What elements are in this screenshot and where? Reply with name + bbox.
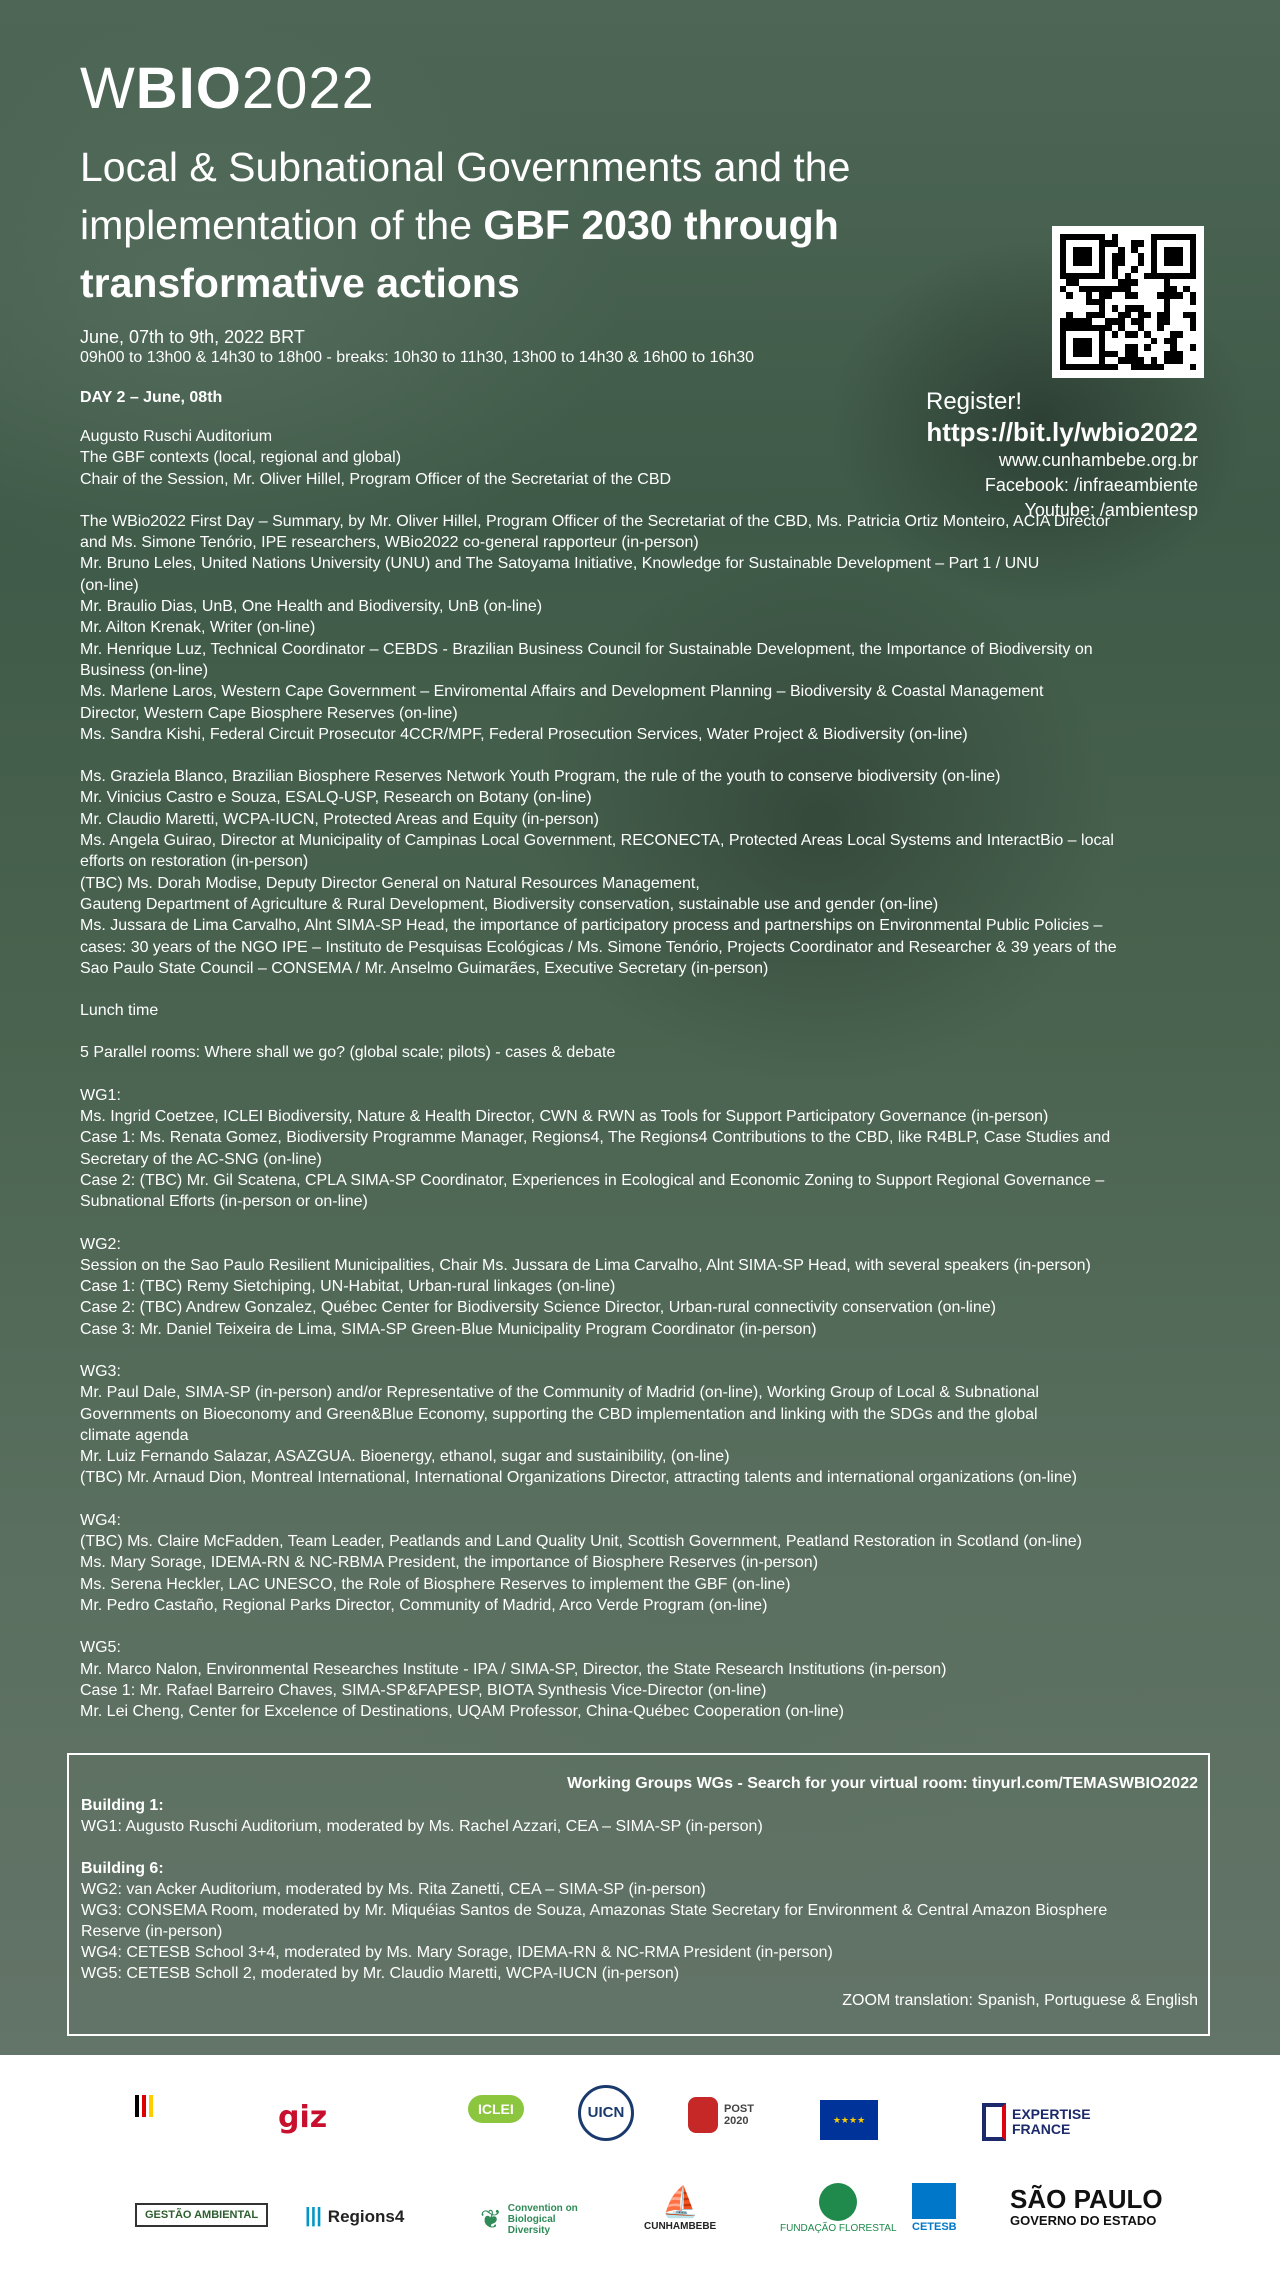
cunhambebe-logo: ⛵ CUNHAMBEBE	[644, 2186, 717, 2232]
program-line: (TBC) Mr. Arnaud Dion, Montreal International, International Organizations Director, attracting talents and international organizations (on-line)	[80, 1469, 1077, 1487]
room-line: WG5: CETESB Scholl 2, moderated by Mr. Claudio Maretti, WCPA-IUCN (in-person)	[81, 1965, 680, 1982]
program-line: Mr. Luiz Fernando Salazar, ASAZGUA. Bioenergy, ethanol, sugar and sustainibility, (on-line)	[80, 1448, 730, 1466]
program-line: The GBF contexts (local, regional and global)	[80, 449, 402, 467]
program-line: Session on the Sao Paulo Resilient Municipalities, Chair Ms. Jussara de Lima Carvalho, Alnt SIMA-SP Head, with several speakers (in-person)	[80, 1256, 1091, 1274]
program-line: Case 1: Ms. Renata Gomez, Biodiversity Programme Manager, Regions4, The Regions4 Contributions to the CBD, like R4BLP, Case Studies and	[80, 1129, 1111, 1147]
program-line: Ms. Sandra Kishi, Federal Circuit Prosecutor 4CCR/MPF, Federal Prosecution Services, Water Project & Biodiversity (on-line)	[80, 725, 968, 743]
program-line: Case 3: Mr. Daniel Teixeira de Lima, SIMA-SP Green-Blue Municipality Program Coordinator (in-person)	[80, 1320, 817, 1338]
program-line: Ms. Marlene Laros, Western Cape Government – Enviromental Affairs and Development Planning – Biodiversity & Coastal Management	[80, 683, 1044, 701]
program-line: WG3:	[80, 1362, 121, 1380]
program-line: Case 1: Mr. Rafael Barreiro Chaves, SIMA-SP&FAPESP, BIOTA Synthesis Vice-Director (on-line)	[80, 1681, 767, 1699]
iclei-logo: ICLEI	[468, 2095, 524, 2123]
program-line: Business (on-line)	[80, 661, 209, 679]
uicn-logo: UICN	[578, 2085, 634, 2141]
day-title: DAY 2 – June, 08th	[80, 389, 223, 406]
program-line: Mr. Braulio Dias, UnB, One Health and Biodiversity, UnB (on-line)	[80, 598, 543, 616]
program-line: Mr. Bruno Leles, United Nations University (UNU) and The Satoyama Initiative, Knowledge for Sustainable Development – Part 1 / UNU	[80, 555, 1040, 573]
eu-logo: ★★★★	[820, 2100, 878, 2140]
cbd-logo: ❦ Convention on Biological Diversity	[480, 2203, 578, 2236]
qr-code[interactable]	[1052, 226, 1204, 378]
rooms-heading: Working Groups WGs - Search for your virtual room: tinyurl.com/TEMASWBIO2022	[567, 1775, 1198, 1792]
facebook-link[interactable]: Facebook: /infraeambiente	[984, 475, 1198, 495]
event-dates: June, 07th to 9th, 2022 BRT	[80, 327, 305, 347]
program-line: Augusto Ruschi Auditorium	[80, 428, 273, 445]
program-line: The WBio2022 First Day – Summary, by Mr. Oliver Hillel, Program Officer of the Secretariat of the CBD, Ms. Patricia Ortiz Monteiro, ACIA Director	[80, 512, 1110, 530]
program-line: Ms. Angela Guirao, Director at Municipality of Campinas Local Government, RECONECTA, Protected Areas Local Systems and InteractBio – local	[80, 832, 1114, 850]
building6-title: Building 6:	[81, 1860, 164, 1877]
program-line: Ms. Ingrid Coetzee, ICLEI Biodiversity, Nature & Health Director, CWN & RWN as Tools for Support Participatory Governance (in-person)	[80, 1108, 1049, 1126]
building1-title: Building 1:	[81, 1797, 164, 1814]
register-label: Register!	[926, 388, 1023, 415]
program-line: efforts on restoration (in-person)	[80, 853, 309, 871]
program-line: Mr. Pedro Castaño, Regional Parks Director, Community of Madrid, Arco Verde Program (on-line)	[80, 1596, 768, 1614]
program-line: Mr. Vinicius Castro e Souza, ESALQ-USP, Research on Botany (on-line)	[80, 789, 592, 807]
program-line: Ms. Serena Heckler, LAC UNESCO, the Role of Biosphere Reserves to implement the GBF (on-line)	[80, 1575, 791, 1593]
program-line: Mr. Ailton Krenak, Writer (on-line)	[80, 619, 316, 637]
sponsor-strip	[0, 2055, 1280, 2276]
program-line: Director, Western Cape Biosphere Reserves (on-line)	[80, 704, 458, 722]
program-line: Chair of the Session, Mr. Oliver Hillel, Program Officer of the Secretariat of the CBD	[80, 470, 672, 488]
program-line: Ms. Graziela Blanco, Brazilian Biosphere Reserves Network Youth Program, the rule of the youth to conserve biodiversity (on-line)	[80, 768, 1001, 786]
program-line: Case 2: (TBC) Andrew Gonzalez, Québec Center for Biodiversity Science Director, Urban-rural connectivity conservation (on-line)	[80, 1299, 996, 1317]
qr-module	[1190, 364, 1196, 370]
program-line: Subnational Efforts (in-person or on-line)	[80, 1193, 368, 1211]
headline: Local & Subnational Governments and the implementation of the GBF 2030 through transformative actions	[80, 144, 851, 306]
room-line: WG4: CETESB School 3+4, moderated by Ms. Mary Sorage, IDEMA-RN & NC-RMA President (in-person)	[81, 1944, 833, 1961]
program-line: WG4:	[80, 1511, 121, 1529]
gestao-ambiental-logo: GESTÃO AMBIENTAL	[135, 2203, 268, 2227]
program-line: Secretary of the AC-SNG (on-line)	[80, 1150, 322, 1168]
event-logo: WBIO2022	[80, 56, 375, 121]
bmu-logo	[135, 2095, 230, 2155]
program-line: Ms. Jussara de Lima Carvalho, Alnt SIMA-SP Head, the importance of participatory process and partnerships on Environmental Public Policies –	[80, 917, 1103, 935]
program-line: Mr. Paul Dale, SIMA-SP (in-person) and/or Representative of the Community of Madrid (on-line), Working Group of Local & Subnational	[80, 1384, 1039, 1402]
regions4-logo: ||| Regions4	[305, 2205, 405, 2227]
program-line: Case 1: (TBC) Remy Sietchiping, UN-Habitat, Urban-rural linkages (on-line)	[80, 1278, 616, 1296]
program-line: (TBC) Ms. Dorah Modise, Deputy Director General on Natural Resources Management,	[80, 874, 700, 892]
translation-note: ZOOM translation: Spanish, Portuguese & English	[842, 1992, 1198, 2009]
program-line: and Ms. Simone Tenório, IPE researchers, WBio2022 co-general rapporteur (in-person)	[80, 534, 699, 552]
room-line: WG2: van Acker Auditorium, moderated by Ms. Rita Zanetti, CEA – SIMA-SP (in-person)	[81, 1881, 706, 1898]
rooms-box	[67, 1753, 1210, 2036]
giz-logo: giz	[278, 2100, 328, 2135]
program-line: Governments on Bioeconomy and Green&Blue Economy, supporting the CBD implementation and linking with the SDGs and the global	[80, 1405, 1038, 1423]
room-line: Reserve (in-person)	[81, 1923, 223, 1940]
program-line: (on-line)	[80, 576, 139, 594]
program-line: Mr. Lei Cheng, Center for Excelence of Destinations, UQAM Professor, China-Québec Cooperation (on-line)	[80, 1703, 844, 1721]
building6-list	[81, 1879, 1198, 1984]
program-line: WG5:	[80, 1639, 121, 1657]
program-line: Gauteng Department of Agriculture & Rural Development, Biodiversity conservation, sustainable use and gender (on-line)	[80, 895, 939, 913]
fundacao-florestal-logo: FUNDAÇÃO FLORESTAL	[780, 2183, 897, 2234]
event-hours: 09h00 to 13h00 & 14h30 to 18h00 - breaks: 10h30 to 11h30, 13h00 to 14h30 & 16h00 to 16h30	[80, 349, 755, 366]
program-line: Lunch time	[80, 1002, 159, 1020]
program-line: Mr. Marco Nalon, Environmental Researches Institute - IPA / SIMA-SP, Director, the State Research Institutions (in-person)	[80, 1660, 947, 1678]
post2020-logo: POST 2020	[688, 2097, 768, 2133]
room-line: WG1: Augusto Ruschi Auditorium, moderated by Ms. Rachel Azzari, CEA – SIMA-SP (in-person)	[81, 1818, 763, 1835]
cetesb-logo: CETESB	[912, 2183, 957, 2233]
program-line: (TBC) Ms. Claire McFadden, Team Leader, Peatlands and Land Quality Unit, Scottish Government, Peatland Restoration in Scotland (on-line)	[80, 1533, 1082, 1551]
expertise-france-logo: EXPERTISE FRANCE	[982, 2103, 1107, 2141]
register-link[interactable]: https://bit.ly/wbio2022	[926, 417, 1198, 447]
program-line: Case 2: (TBC) Mr. Gil Scatena, CPLA SIMA-SP Coordinator, Experiences in Ecological and Economic Zoning to Support Regional Governance –	[80, 1171, 1105, 1189]
program-line: climate agenda	[80, 1426, 189, 1444]
program-line: WG2:	[80, 1235, 121, 1253]
sao-paulo-logo: SÃO PAULO GOVERNO DO ESTADO	[1010, 2184, 1163, 2228]
program-line: Sao Paulo State Council – CONSEMA / Mr. Anselmo Guimarães, Executive Secretary (in-person)	[80, 959, 769, 977]
room-line: WG3: CONSEMA Room, moderated by Mr. Miquéias Santos de Souza, Amazonas State Secretary for Environment & Central Amazon Biosphere	[81, 1902, 1108, 1919]
program-list	[80, 426, 1205, 1722]
program-line: Mr. Henrique Luz, Technical Coordinator – CEBDS - Brazilian Business Council for Sustainable Development, the Importance of Biodiversity on	[80, 640, 1093, 658]
program-line: Ms. Mary Sorage, IDEMA-RN & NC-RBMA President, the importance of Biosphere Reserves (in-person)	[80, 1554, 819, 1572]
youtube-link[interactable]: Youtube: /ambientesp	[1024, 500, 1198, 520]
website-link[interactable]: www.cunhambebe.org.br	[998, 450, 1198, 470]
building1-list	[81, 1816, 1198, 1837]
program-line: cases: 30 years of the NGO IPE – Instituto de Pesquisas Ecológicas / Ms. Simone Tenório, Projects Coordinator and Researcher & 39 years of the	[80, 938, 1117, 956]
program-line: 5 Parallel rooms: Where shall we go? (global scale; pilots) - cases & debate	[80, 1044, 616, 1062]
register-panel	[798, 226, 1198, 523]
program-line: WG1:	[80, 1086, 121, 1104]
program-line: Mr. Claudio Maretti, WCPA-IUCN, Protected Areas and Equity (in-person)	[80, 810, 599, 828]
